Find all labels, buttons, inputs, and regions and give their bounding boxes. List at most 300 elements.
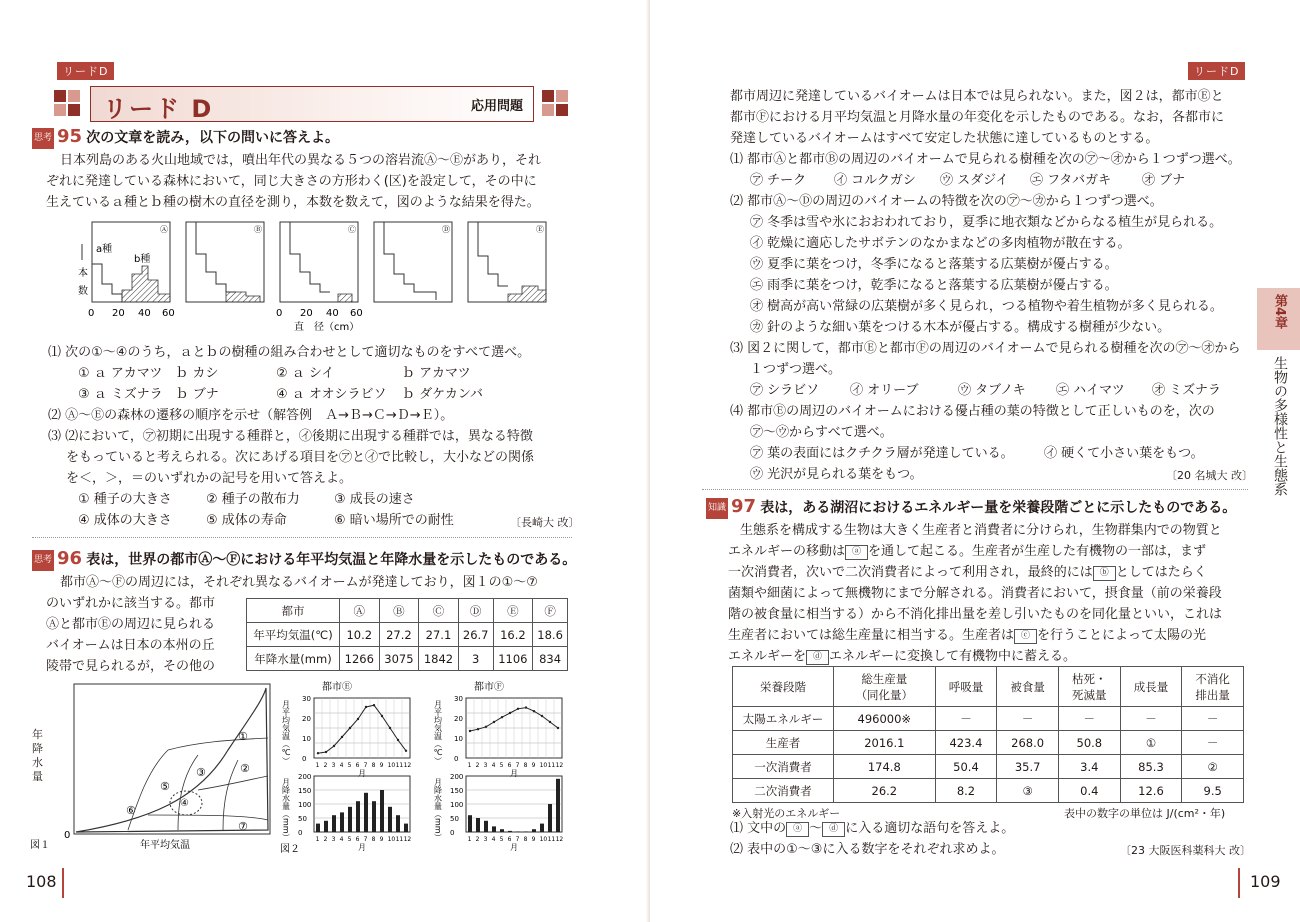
q97-text: としてはたらく bbox=[1115, 565, 1207, 580]
table-cell: 1842 bbox=[419, 647, 459, 671]
month-tick: 4 bbox=[339, 762, 344, 769]
q95-body-line: ぞれに発達している森林において，同じ大きさの方形わく(区)を設定して，その中に bbox=[46, 174, 537, 189]
think-mark: 思考 bbox=[32, 128, 54, 149]
panel-d-frame bbox=[374, 222, 452, 302]
rain-tick: 100 bbox=[450, 801, 464, 809]
month-tick: 1 bbox=[315, 762, 320, 769]
panel-b-a-species bbox=[186, 222, 236, 292]
month-tick: 10 bbox=[387, 762, 396, 769]
rain-bar bbox=[316, 824, 320, 832]
x-tick: 20 bbox=[300, 308, 313, 319]
month-tick: 7 bbox=[515, 762, 520, 769]
fig1-region: ⑦ bbox=[238, 820, 248, 833]
table-cell: 3.4 bbox=[1058, 755, 1120, 779]
table-cell: Ⓐ bbox=[340, 599, 380, 623]
q96-source: 〔20 名城大 改〕 bbox=[1166, 469, 1253, 482]
table-cell: 枯死・ 死滅量 bbox=[1058, 667, 1120, 707]
rain-tick: 150 bbox=[298, 787, 312, 795]
temp-point bbox=[325, 751, 327, 753]
month-tick: 9 bbox=[531, 836, 536, 843]
month-tick: 5 bbox=[499, 836, 504, 843]
temp-point bbox=[357, 718, 359, 720]
month-tick: 10 bbox=[387, 836, 396, 843]
q96-body-line: Ⓐと都市Ⓔの周辺に見られる bbox=[46, 617, 216, 632]
table-cell: 0.4 bbox=[1058, 779, 1120, 803]
q97-q2: ⑵ 表中の①～③に入る数字をそれぞれ求めよ。 bbox=[730, 842, 1005, 857]
q97-text: を通して起こる。生産者が生産した有機物の一部は，まず bbox=[868, 544, 1207, 559]
table-cell: ② bbox=[1182, 755, 1244, 779]
panel-e-a-species bbox=[468, 222, 508, 286]
divider bbox=[32, 537, 572, 538]
month-tick: 5 bbox=[347, 762, 352, 769]
month-tick: 1 bbox=[467, 762, 472, 769]
fig1-boundary bbox=[148, 815, 268, 820]
q95-q3-option: ④ 成体の大きさ bbox=[78, 513, 172, 528]
rain-bar bbox=[380, 790, 384, 832]
table-cell: 栄養段階 bbox=[733, 667, 834, 707]
q97-body-line bbox=[728, 541, 1206, 562]
fig2-city-e-label: 都市Ⓔ bbox=[322, 682, 352, 693]
table-cell: ① bbox=[1120, 731, 1182, 755]
temp-point bbox=[525, 706, 527, 708]
month-tick: 1 bbox=[467, 836, 472, 843]
temp-point bbox=[365, 706, 367, 708]
month-tick: 3 bbox=[483, 836, 488, 843]
q95-q1-option: ｂ アカマツ bbox=[402, 366, 471, 381]
table-cell: 12.6 bbox=[1120, 779, 1182, 803]
month-tick: 7 bbox=[363, 836, 368, 843]
q95-q3-line: を＜，＞，＝のいずれかの記号を用いて答えよ。 bbox=[66, 471, 353, 486]
q96-cont-line: 都市Ⓕにおける月平均気温と月降水量の年変化を示したものである。なお，各都市に bbox=[730, 110, 1225, 125]
y-label: 数 bbox=[78, 286, 88, 297]
q96-number: 96 bbox=[57, 548, 83, 569]
q96-heading bbox=[32, 548, 576, 571]
table-cell: 二次消費者 bbox=[733, 779, 834, 803]
temp-tick: 0 bbox=[302, 755, 307, 763]
q95-q3-line: をもっていると考えられる。次にあげる項目を㋐と㋑で比較し，大小などの関係 bbox=[66, 450, 535, 465]
fig2-climate-charts bbox=[280, 676, 580, 856]
temp-point bbox=[509, 712, 511, 714]
table-cell: 呼吸量 bbox=[935, 667, 997, 707]
rain-bar bbox=[468, 815, 472, 832]
month-tick: 11 bbox=[395, 762, 404, 769]
q95-lead: 次の文章を読み，以下の問いに答えよ。 bbox=[86, 130, 340, 146]
fig1-region: ① bbox=[238, 730, 248, 743]
month-tick: 9 bbox=[379, 836, 384, 843]
panel-label: Ⓑ bbox=[254, 225, 262, 234]
q96-cont-line: 発達しているバイオームはすべて安定した状態に達しているものとする。 bbox=[730, 131, 1159, 146]
q96-body-line: 陵帯で見られるが，その他の bbox=[46, 659, 216, 674]
month-tick: 2 bbox=[475, 836, 480, 843]
month-tick: 11 bbox=[547, 762, 556, 769]
q96-q4-line: ㋐～㋒からすべて選べ。 bbox=[750, 425, 893, 440]
month-tick: 5 bbox=[499, 762, 504, 769]
fig1-caption: 図１ bbox=[30, 840, 50, 851]
rain-tick: 200 bbox=[298, 773, 312, 781]
q97-text: を行うことによって太陽の光 bbox=[1037, 628, 1207, 643]
y-label: 本 bbox=[78, 268, 88, 279]
rain-axis-label: 月降水量（mm） bbox=[281, 778, 291, 842]
think-mark: 思考 bbox=[32, 550, 54, 571]
fig1-region: ② bbox=[240, 762, 250, 775]
q95-q3-option: ⑥ 暗い場所での耐性 bbox=[334, 513, 454, 528]
rain-tick: 0 bbox=[450, 829, 455, 837]
panel-label: Ⓔ bbox=[536, 225, 544, 234]
rain-bar bbox=[476, 818, 480, 832]
table-cell: 3075 bbox=[379, 647, 419, 671]
q96-body-line: バイオームは日本の本州の丘 bbox=[46, 638, 215, 653]
table-cell: 2016.1 bbox=[834, 731, 936, 755]
q97-q1 bbox=[730, 818, 1014, 839]
q97-text: ～ bbox=[809, 821, 823, 836]
rain-bar bbox=[348, 807, 352, 832]
month-label: 月 bbox=[358, 769, 366, 778]
fig1-boundary bbox=[168, 738, 268, 750]
q96-q1-option: ㋔ ブナ bbox=[1142, 173, 1186, 188]
table-cell: 1106 bbox=[493, 647, 533, 671]
panel-label: Ⓒ bbox=[348, 225, 356, 234]
month-tick: 9 bbox=[379, 762, 384, 769]
table-row bbox=[733, 779, 1244, 803]
rain-bar bbox=[540, 824, 544, 832]
temp-tick: 20 bbox=[302, 715, 311, 723]
temp-tick: 10 bbox=[454, 735, 463, 743]
table-row bbox=[733, 755, 1244, 779]
rain-bar bbox=[364, 793, 368, 832]
x-tick: 60 bbox=[162, 308, 175, 319]
temp-point bbox=[549, 721, 551, 723]
table-cell: － bbox=[1058, 707, 1120, 731]
temp-point bbox=[333, 745, 335, 747]
rain-tick: 100 bbox=[298, 801, 312, 809]
month-tick: 5 bbox=[347, 836, 352, 843]
table-cell: － bbox=[935, 707, 997, 731]
temp-point bbox=[349, 727, 351, 729]
month-tick: 12 bbox=[403, 836, 412, 843]
panel-label: Ⓐ bbox=[160, 225, 168, 234]
temp-point bbox=[373, 704, 375, 706]
q96-q4-option: ㋐ 葉の表面にはクチクラ層が発達している。 bbox=[750, 446, 1014, 461]
table-row bbox=[733, 707, 1244, 731]
temp-tick: 10 bbox=[302, 735, 311, 743]
q97-text: ⑴ 文中の bbox=[730, 821, 787, 836]
q95-body-line: 生えているａ種とｂ種の樹木の直径を測り，本数を数えて，図のような結果を得た。 bbox=[46, 195, 540, 210]
table-cell: 年降水量(mm) bbox=[247, 647, 340, 671]
rain-bar bbox=[500, 829, 504, 832]
divider bbox=[702, 489, 1248, 490]
table-cell: 27.1 bbox=[419, 623, 459, 647]
banner-deco-square bbox=[68, 90, 80, 102]
q95-q1-option: ｂ ダケカンバ bbox=[402, 387, 483, 402]
rain-bar bbox=[524, 831, 528, 832]
x-tick: 0 bbox=[276, 308, 283, 319]
q95-source: 〔長崎大 改〕 bbox=[510, 516, 580, 529]
table-cell: 1266 bbox=[340, 647, 380, 671]
b-species-label: b種 bbox=[134, 254, 151, 265]
fig1-region: ④ bbox=[180, 798, 189, 809]
temp-tick: 20 bbox=[454, 715, 463, 723]
chapter-title: 生物の多様性と生態系 bbox=[1272, 356, 1288, 496]
table-cell: 423.4 bbox=[935, 731, 997, 755]
panel-c-frame bbox=[280, 222, 358, 302]
panel-b-frame bbox=[186, 222, 264, 302]
q97-body-line bbox=[728, 625, 1206, 646]
table-cell: 被食量 bbox=[997, 667, 1059, 707]
q97-source: 〔23 大阪医科薬科大 改〕 bbox=[1120, 844, 1251, 857]
table-cell: － bbox=[1182, 707, 1244, 731]
section-tag-right: リードD bbox=[1188, 62, 1245, 80]
q96-q1: ⑴ 都市Ⓐと都市Ⓑの周辺のバイオームで見られる樹種を次の㋐～㋔から１つずつ選べ。 bbox=[730, 152, 1241, 167]
temp-point bbox=[477, 728, 479, 730]
month-tick: 11 bbox=[547, 836, 556, 843]
table-cell: 9.5 bbox=[1182, 779, 1244, 803]
q95-histogram-figure bbox=[76, 214, 556, 336]
temp-tick: 30 bbox=[454, 695, 463, 703]
q96-q2: ⑵ 都市Ⓐ～Ⓓの周辺のバイオームの特徴を次の㋐～㋕から１つずつ選べ。 bbox=[730, 194, 1163, 209]
q96-q4-line: ⑷ 都市Ⓔの周辺のバイオームにおける優占種の葉の特徴として正しいものを，次の bbox=[730, 404, 1215, 419]
q96-q1-option: ㋑ コルクガシ bbox=[834, 173, 916, 188]
q95-q3-option: ③ 成長の速さ bbox=[334, 492, 415, 507]
temp-point bbox=[397, 739, 399, 741]
x-tick: 60 bbox=[350, 308, 363, 319]
q97-body-line: 階の被食量に相当する）から不消化排出量を差し引いたものを同化量といい，これは bbox=[728, 607, 1223, 622]
table-cell: 8.2 bbox=[935, 779, 997, 803]
banner-deco-square bbox=[556, 104, 568, 116]
q97-note-right: 表中の数字の単位は J/(cm²・年) bbox=[1064, 807, 1226, 820]
panel-a-a-species bbox=[92, 264, 122, 302]
q96-q2-option: ㋕ 針のような細い葉をつける木本が優占する。構成する樹種が少ない。 bbox=[750, 320, 1171, 335]
table-cell: 不消化 排出量 bbox=[1182, 667, 1244, 707]
month-tick: 8 bbox=[371, 762, 376, 769]
month-label: 月 bbox=[510, 843, 518, 852]
q96-q2-option: ㋒ 夏季に葉をつけ，冬季になると落葉する広葉樹が優占する。 bbox=[750, 257, 1118, 272]
banner-deco-square bbox=[542, 90, 554, 102]
rain-bar bbox=[340, 812, 344, 832]
table-cell: ③ bbox=[997, 779, 1059, 803]
rain-axis-label: 月降水量（mm） bbox=[433, 778, 443, 842]
rain-bar bbox=[324, 821, 328, 832]
q96-q1-option: ㋒ スダジイ bbox=[940, 173, 1009, 188]
q96-q3-line: ⑶ 図２に関して，都市Ⓔと都市Ⓕの周辺のバイオームで見られる樹種を次の㋐～㋔から bbox=[730, 341, 1241, 356]
month-tick: 8 bbox=[523, 762, 528, 769]
table-cell: 年平均気温(℃) bbox=[247, 623, 340, 647]
q95-q3-option: ② 種子の散布力 bbox=[206, 492, 300, 507]
q95-q1: ⑴ 次の①～④のうち，ａとｂの樹種の組み合わせとして適切なものをすべて選べ。 bbox=[48, 345, 531, 360]
q96-q4-option: ㋒ 光沢が見られる葉をもつ。 bbox=[750, 467, 923, 482]
q97-body-line: 生態系を構成する生物は大きく生産者と消費者に分けられ，生物群集内での物質と bbox=[740, 523, 1222, 538]
temp-point bbox=[493, 721, 495, 723]
panel-d-a-species bbox=[374, 222, 436, 300]
month-tick: 12 bbox=[555, 836, 564, 843]
q95-q1-option: ② ａ シイ bbox=[276, 366, 335, 381]
q96-q3-line: １つずつ選べ。 bbox=[750, 362, 842, 377]
a-species-label: a種 bbox=[96, 244, 113, 255]
blank-a: ⓐ bbox=[786, 822, 809, 837]
rain-tick: 0 bbox=[298, 829, 303, 837]
blank-d: ⓓ bbox=[806, 650, 829, 665]
table-cell: 50.4 bbox=[935, 755, 997, 779]
panel-e-b-species bbox=[508, 286, 546, 302]
table-cell: Ⓕ bbox=[533, 599, 568, 623]
month-tick: 3 bbox=[483, 762, 488, 769]
q96-lead: 表は，世界の都市Ⓐ～Ⓕにおける年平均気温と年降水量を示したものである。 bbox=[86, 552, 577, 568]
x-tick: 40 bbox=[326, 308, 339, 319]
q96-climate-table bbox=[246, 598, 568, 671]
q97-heading bbox=[706, 496, 1236, 519]
q97-text: エネルギーを bbox=[728, 649, 807, 664]
q95-q3-line: ⑶ ⑵において，㋐初期に出現する種群と，㋑後期に出現する種群では，異なる特徴 bbox=[48, 429, 533, 444]
blank-c: ⓒ bbox=[1014, 629, 1037, 644]
q96-cont-line: 都市周辺に発達しているバイオームは日本では見られない。また，図２は，都市Ⓔと bbox=[730, 89, 1224, 104]
fig1-x-label: 年平均気温 bbox=[140, 840, 190, 851]
month-tick: 2 bbox=[475, 762, 480, 769]
month-tick: 10 bbox=[539, 836, 548, 843]
table-cell: 496000※ bbox=[834, 707, 936, 731]
fig1-zero: 0 bbox=[64, 830, 71, 841]
banner-deco-square bbox=[556, 90, 568, 102]
month-label: 月 bbox=[510, 769, 518, 778]
table-cell: 生産者 bbox=[733, 731, 834, 755]
month-tick: 1 bbox=[315, 836, 320, 843]
table-row bbox=[247, 623, 568, 647]
page-number-bar bbox=[1238, 868, 1240, 898]
table-cell: 35.7 bbox=[997, 755, 1059, 779]
q96-q3-option: ㋑ オリーブ bbox=[850, 383, 919, 398]
panel-label: Ⓓ bbox=[442, 225, 450, 234]
panel-b-b-species bbox=[226, 292, 260, 302]
temp-point bbox=[517, 708, 519, 710]
temp-point bbox=[557, 727, 559, 729]
table-cell: 85.3 bbox=[1120, 755, 1182, 779]
month-tick: 8 bbox=[371, 836, 376, 843]
section-tag-left: リードD bbox=[57, 62, 114, 80]
q96-body-line: のいずれかに該当する。都市 bbox=[46, 596, 216, 611]
table-cell: 27.2 bbox=[379, 623, 419, 647]
q97-energy-table bbox=[732, 666, 1244, 803]
q97-number: 97 bbox=[731, 496, 757, 517]
rain-bar bbox=[532, 829, 536, 832]
x-tick: 0 bbox=[88, 308, 95, 319]
month-tick: 3 bbox=[331, 762, 336, 769]
month-tick: 6 bbox=[355, 836, 360, 843]
temp-point bbox=[541, 715, 543, 717]
q97-text: に入る適切な語句を答えよ。 bbox=[845, 821, 1015, 836]
q97-text: 一次消費者，次いで二次消費者によって利用され，最終的には bbox=[728, 565, 1093, 580]
table-header-row bbox=[247, 599, 568, 623]
rain-bar bbox=[356, 801, 360, 832]
temp-point bbox=[389, 727, 391, 729]
temp-point bbox=[469, 730, 471, 732]
q96-q1-option: ㋐ チーク bbox=[750, 173, 807, 188]
q95-q1-option: ④ ａ オオシラビソ bbox=[276, 387, 387, 402]
table-cell: 174.8 bbox=[834, 755, 936, 779]
rain-bar bbox=[484, 821, 488, 832]
rain-bar bbox=[332, 815, 336, 832]
rain-bar bbox=[556, 779, 560, 832]
banner-subtitle: 応用問題 bbox=[470, 99, 523, 114]
fig1-biome-diagram bbox=[28, 680, 278, 852]
temp-point bbox=[341, 736, 343, 738]
table-cell: 10.2 bbox=[340, 623, 380, 647]
table-cell: Ⓓ bbox=[458, 599, 493, 623]
table-cell: 50.8 bbox=[1058, 731, 1120, 755]
x-tick: 20 bbox=[112, 308, 125, 319]
page-number-left: 108 bbox=[26, 872, 57, 891]
temp-point bbox=[381, 715, 383, 717]
fig1-region: ⑤ bbox=[160, 780, 170, 793]
month-tick: 8 bbox=[523, 836, 528, 843]
q96-q2-option: ㋐ 冬季は雪や氷におおわれており，夏季に地衣類などからなる植生が見られる。 bbox=[750, 215, 1223, 230]
rain-bar bbox=[388, 807, 392, 832]
q95-q1-option: ① ａ アカマツ ｂ カシ bbox=[78, 366, 219, 381]
page-number-bar bbox=[62, 868, 64, 898]
chapter-number: 第4章 bbox=[1272, 294, 1287, 330]
panel-c-a-species bbox=[280, 222, 330, 292]
q96-q3-option: ㋒ タブノキ bbox=[958, 383, 1026, 398]
rain-tick: 150 bbox=[450, 787, 464, 795]
rain-bar bbox=[516, 831, 520, 832]
temp-tick: 30 bbox=[302, 695, 311, 703]
q97-lead: 表は，ある湖沼におけるエネルギー量を栄養段階ごとに示したものである。 bbox=[760, 500, 1237, 516]
month-tick: 4 bbox=[491, 836, 496, 843]
temp-point bbox=[501, 716, 503, 718]
table-cell: － bbox=[1120, 707, 1182, 731]
q96-q2-option: ㋓ 雨季に葉をつけ，乾季になると落葉する広葉樹が優占する。 bbox=[750, 278, 1118, 293]
q95-q3-option: ⑤ 成体の寿命 bbox=[206, 513, 287, 528]
banner-deco-square bbox=[68, 104, 80, 116]
x-tick: 40 bbox=[138, 308, 151, 319]
banner-title: リード D bbox=[103, 95, 214, 123]
q95-heading bbox=[32, 126, 339, 149]
month-tick: 3 bbox=[331, 836, 336, 843]
table-cell: Ⓒ bbox=[419, 599, 459, 623]
temp-tick: 0 bbox=[454, 755, 459, 763]
table-cell: 総生産量 （同化量） bbox=[834, 667, 936, 707]
temp-axis-label: 月平均気温（℃） bbox=[281, 700, 291, 765]
blank-a: ⓐ bbox=[845, 545, 868, 560]
table-cell: Ⓔ bbox=[493, 599, 533, 623]
temp-point bbox=[405, 750, 407, 752]
fig1-frame bbox=[74, 684, 270, 834]
month-tick: 6 bbox=[507, 762, 512, 769]
temp-axis-label: 月平均気温（℃） bbox=[433, 700, 443, 765]
month-tick: 6 bbox=[507, 836, 512, 843]
fig2-caption: 図２ bbox=[280, 844, 300, 855]
table-cell: 成長量 bbox=[1120, 667, 1182, 707]
table-row bbox=[733, 731, 1244, 755]
temp-point bbox=[533, 710, 535, 712]
q96-q3-option: ㋐ シラビソ bbox=[750, 383, 820, 398]
chapter-tab bbox=[1257, 288, 1300, 350]
month-tick: 2 bbox=[323, 762, 328, 769]
q96-q2-option: ㋔ 樹高が高い常緑の広葉樹が多く見られ，つる植物や着生植物が多く見られる。 bbox=[750, 299, 1223, 314]
rain-bar bbox=[396, 815, 400, 832]
q97-body-line bbox=[728, 646, 1076, 667]
knowledge-mark: 知識 bbox=[706, 498, 728, 519]
table-cell: 834 bbox=[533, 647, 568, 671]
q97-text: エネルギーの移動は bbox=[728, 544, 846, 559]
month-tick: 10 bbox=[539, 762, 548, 769]
table-cell: 一次消費者 bbox=[733, 755, 834, 779]
fig1-boundary bbox=[223, 760, 238, 830]
banner-deco-square bbox=[542, 104, 554, 116]
x-axis-label: 直 径（cm） bbox=[294, 322, 360, 333]
q97-note-left: ※入射光のエネルギー bbox=[732, 807, 841, 820]
rain-tick: 50 bbox=[450, 815, 459, 823]
q96-q4-option: ㋑ 硬くて小さい葉をもつ。 bbox=[1044, 446, 1204, 461]
table-cell: 268.0 bbox=[997, 731, 1059, 755]
rain-bar bbox=[492, 826, 496, 832]
